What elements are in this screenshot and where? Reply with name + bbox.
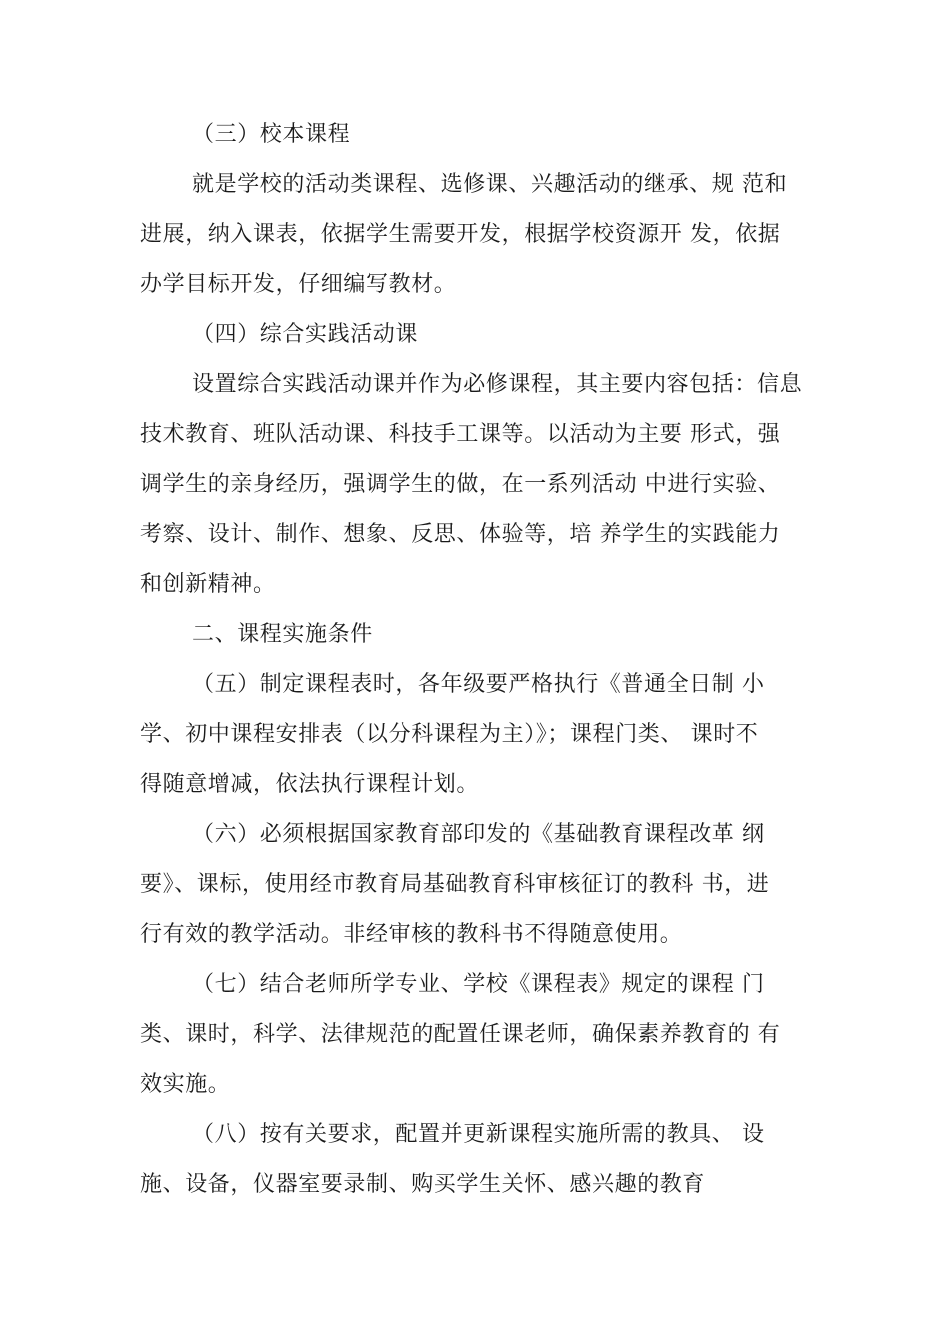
paragraph-line: 技术教育、班队活动课、科技手工课等。以活动为主要 形式，强 <box>140 422 781 447</box>
paragraph-line: （六）必须根据国家教育部印发的《基础教育课程改革 纲 <box>192 822 765 847</box>
paragraph-line: 效实施。 <box>140 1072 231 1097</box>
paragraph-line: （五）制定课程表时，各年级要严格执行《普通全日制 小 <box>192 672 765 697</box>
heading-school-based-curriculum: （三）校本课程 <box>192 122 351 147</box>
paragraph-line: 学、初中课程安排表（以分科课程为主）》；课程门类、 课时不 <box>140 722 759 747</box>
paragraph-line: 调学生的亲身经历，强调学生的做，在一系列活动 中进行实验、 <box>140 472 781 497</box>
paragraph-line: 设置综合实践活动课并作为必修课程，其主要内容包括：信息 <box>192 372 803 397</box>
paragraph-line: 办学目标开发，仔细编写教材。 <box>140 272 457 297</box>
paragraph-line: 得随意增减，依法执行课程计划。 <box>140 772 480 797</box>
paragraph-line: （七）结合老师所学专业、学校《课程表》规定的课程 门 <box>192 972 765 997</box>
paragraph-line: 和创新精神。 <box>140 572 276 597</box>
paragraph-line: 类、课时，科学、法律规范的配置任课老师，确保素养教育的 有 <box>140 1022 781 1047</box>
section-heading-implementation-conditions: 二、课程实施条件 <box>192 622 373 647</box>
paragraph-line: 要》、课标，使用经市教育局基础教育科审核征订的教科 书，进 <box>140 872 770 897</box>
paragraph-line: 考察、设计、制作、想象、反思、体验等，培 养学生的实践能力 <box>140 522 781 547</box>
paragraph-line: 进展，纳入课表，依据学生需要开发，根据学校资源开 发，依据 <box>140 222 781 247</box>
paragraph-line: 行有效的教学活动。非经审核的教科书不得随意使用。 <box>140 922 683 947</box>
paragraph-line: 施、设备，仪器室要录制、购买学生关怀、感兴趣的教育 <box>140 1172 706 1197</box>
paragraph-line: （八）按有关要求，配置并更新课程实施所需的教具、 设 <box>192 1122 765 1147</box>
heading-practice-activity-course: （四）综合实践活动课 <box>192 322 419 347</box>
paragraph-line: 就是学校的活动类课程、选修课、兴趣活动的继承、规 范和 <box>192 172 788 197</box>
